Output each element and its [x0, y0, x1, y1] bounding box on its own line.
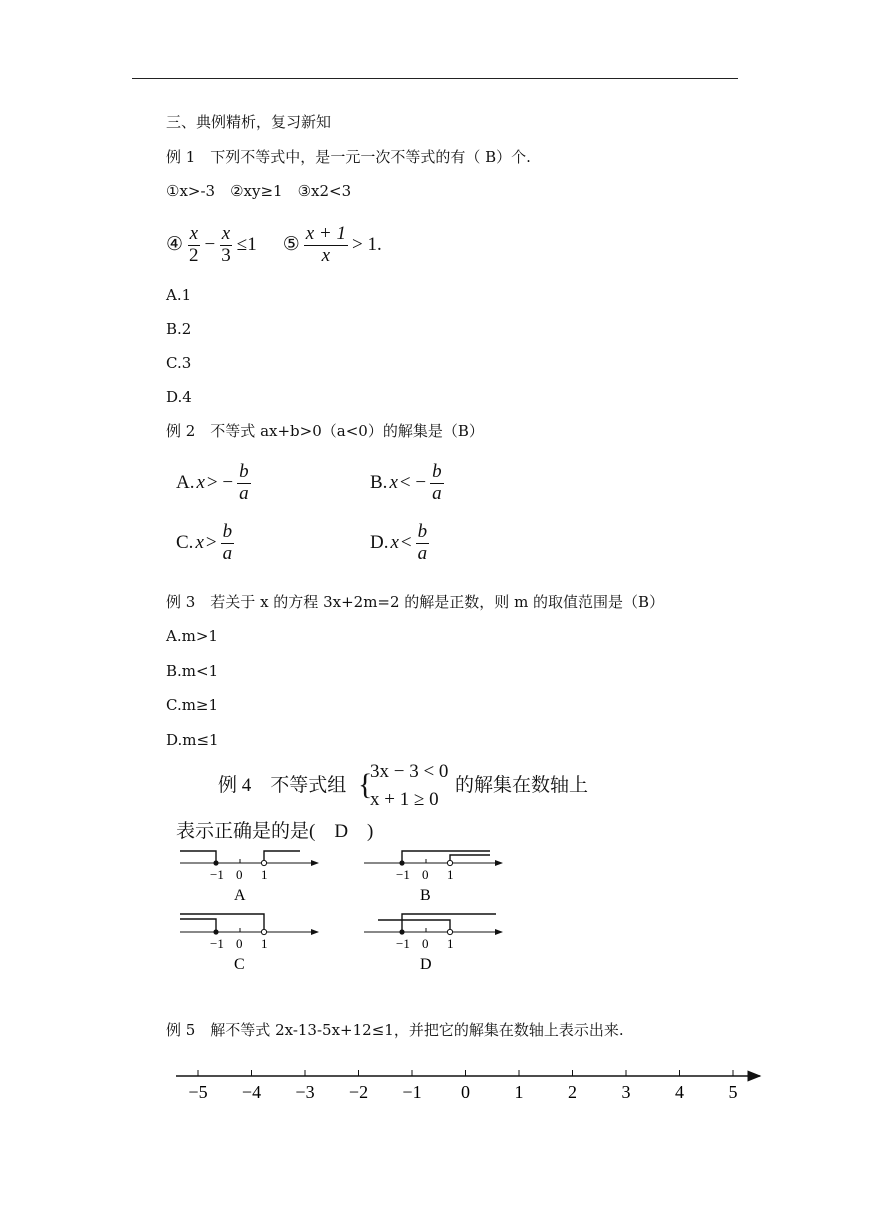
svg-text:1: 1 [261, 936, 268, 951]
axis-label: 0 [461, 1082, 470, 1102]
axis-label: 2 [568, 1082, 577, 1102]
axis-label: −5 [188, 1082, 208, 1102]
example-5-number-line [170, 1064, 770, 1114]
choice-c-diagram [180, 914, 318, 973]
fraction-x-over-2: $\frac{x}{2}$ [189, 223, 199, 266]
example-2-option-d: D. x < $\frac{b}{a}$ [370, 521, 428, 564]
example-3-prompt: 例 3 若关于 x 的方程 3x+2m=2 的解是正数，则 m 的取值范围是（B） [166, 593, 665, 611]
example-4-line2: 表示正确是的是( D ) [176, 821, 374, 842]
example-3-option-a: A.m>1 [166, 627, 218, 645]
example-1-fraction-items: ④ $\frac{x}{2}$ − $\frac{x}{3}$ ≤1 ⑤ $\frac{x + 1}{x}$ > 1. [166, 223, 382, 266]
fraction-x-over-3: $\frac{x}{3}$ [221, 223, 231, 266]
section-title: 三、典例精析，复习新知 [166, 113, 332, 131]
example-3-option-c: C.m≥1 [166, 696, 219, 714]
tick-label: −1 [210, 867, 224, 882]
item-5-mark: ⑤ [282, 234, 300, 256]
axis-label: −3 [295, 1082, 315, 1102]
tick-label: 0 [236, 867, 243, 882]
svg-text:0: 0 [422, 936, 429, 951]
example-3-option-d: D.m≤1 [166, 731, 219, 749]
svg-text:1: 1 [447, 867, 454, 882]
choice-a-diagram [180, 851, 318, 904]
example-1-items-line: ①x>-3 ②xy≥1 ③x2<3 [166, 182, 352, 200]
svg-text:−1: −1 [396, 867, 410, 882]
example-4-lead: 例 4 不等式组 [218, 775, 347, 796]
axis-label: 3 [621, 1082, 631, 1102]
example-1-option-c: C.3 [166, 354, 192, 372]
top-rule [132, 78, 738, 79]
svg-text:−1: −1 [396, 936, 410, 951]
svg-text:B: B [420, 887, 431, 904]
tick-label: 1 [261, 867, 268, 882]
axis-label: −2 [348, 1082, 369, 1102]
example-5-prompt: 例 5 解不等式 2x-13-5x+12≤1，并把它的解集在数轴上表示出来. [166, 1021, 624, 1039]
example-3-option-b: B.m<1 [166, 662, 219, 680]
system-brace: { [358, 768, 373, 801]
axis-label: 5 [728, 1082, 738, 1102]
svg-text:C: C [234, 956, 245, 973]
axis-label: 4 [675, 1082, 684, 1102]
example-1-option-b: B.2 [166, 320, 192, 338]
svg-text:0: 0 [236, 936, 243, 951]
item-4-mark: ④ [166, 234, 184, 256]
example-1-option-a: A.1 [166, 286, 192, 304]
system-equation-2: x + 1 ≥ 0 [370, 789, 439, 810]
fraction-x-plus-1-over-x: $\frac{x + 1}{x}$ [305, 223, 347, 266]
number-line-choices [170, 846, 510, 976]
example-1-option-d: D.4 [166, 388, 192, 406]
svg-text:0: 0 [422, 867, 429, 882]
example-4-tail: 的解集在数轴上 [455, 775, 589, 796]
example-2-option-c: C. x > $\frac{b}{a}$ [176, 521, 233, 564]
choice-d-diagram [364, 914, 502, 973]
axis-label: −4 [241, 1082, 262, 1102]
choice-label: A [234, 887, 246, 904]
svg-text:−1: −1 [210, 936, 224, 951]
axis-label: −1 [402, 1082, 422, 1102]
axis-label: 1 [514, 1082, 524, 1102]
example-2-option-b: B. x < − $\frac{b}{a}$ [370, 461, 442, 504]
svg-text:1: 1 [447, 936, 454, 951]
system-equation-1: 3x − 3 < 0 [370, 761, 449, 782]
choice-b-diagram [364, 851, 502, 904]
example-2-option-a: A. x > − $\frac{b}{a}$ [176, 461, 249, 504]
example-1-prompt: 例 1 下列不等式中，是一元一次不等式的有（ B）个. [166, 148, 531, 166]
svg-text:D: D [420, 956, 432, 973]
example-2-prompt: 例 2 不等式 ax+b>0（a<0）的解集是（B） [166, 422, 484, 440]
